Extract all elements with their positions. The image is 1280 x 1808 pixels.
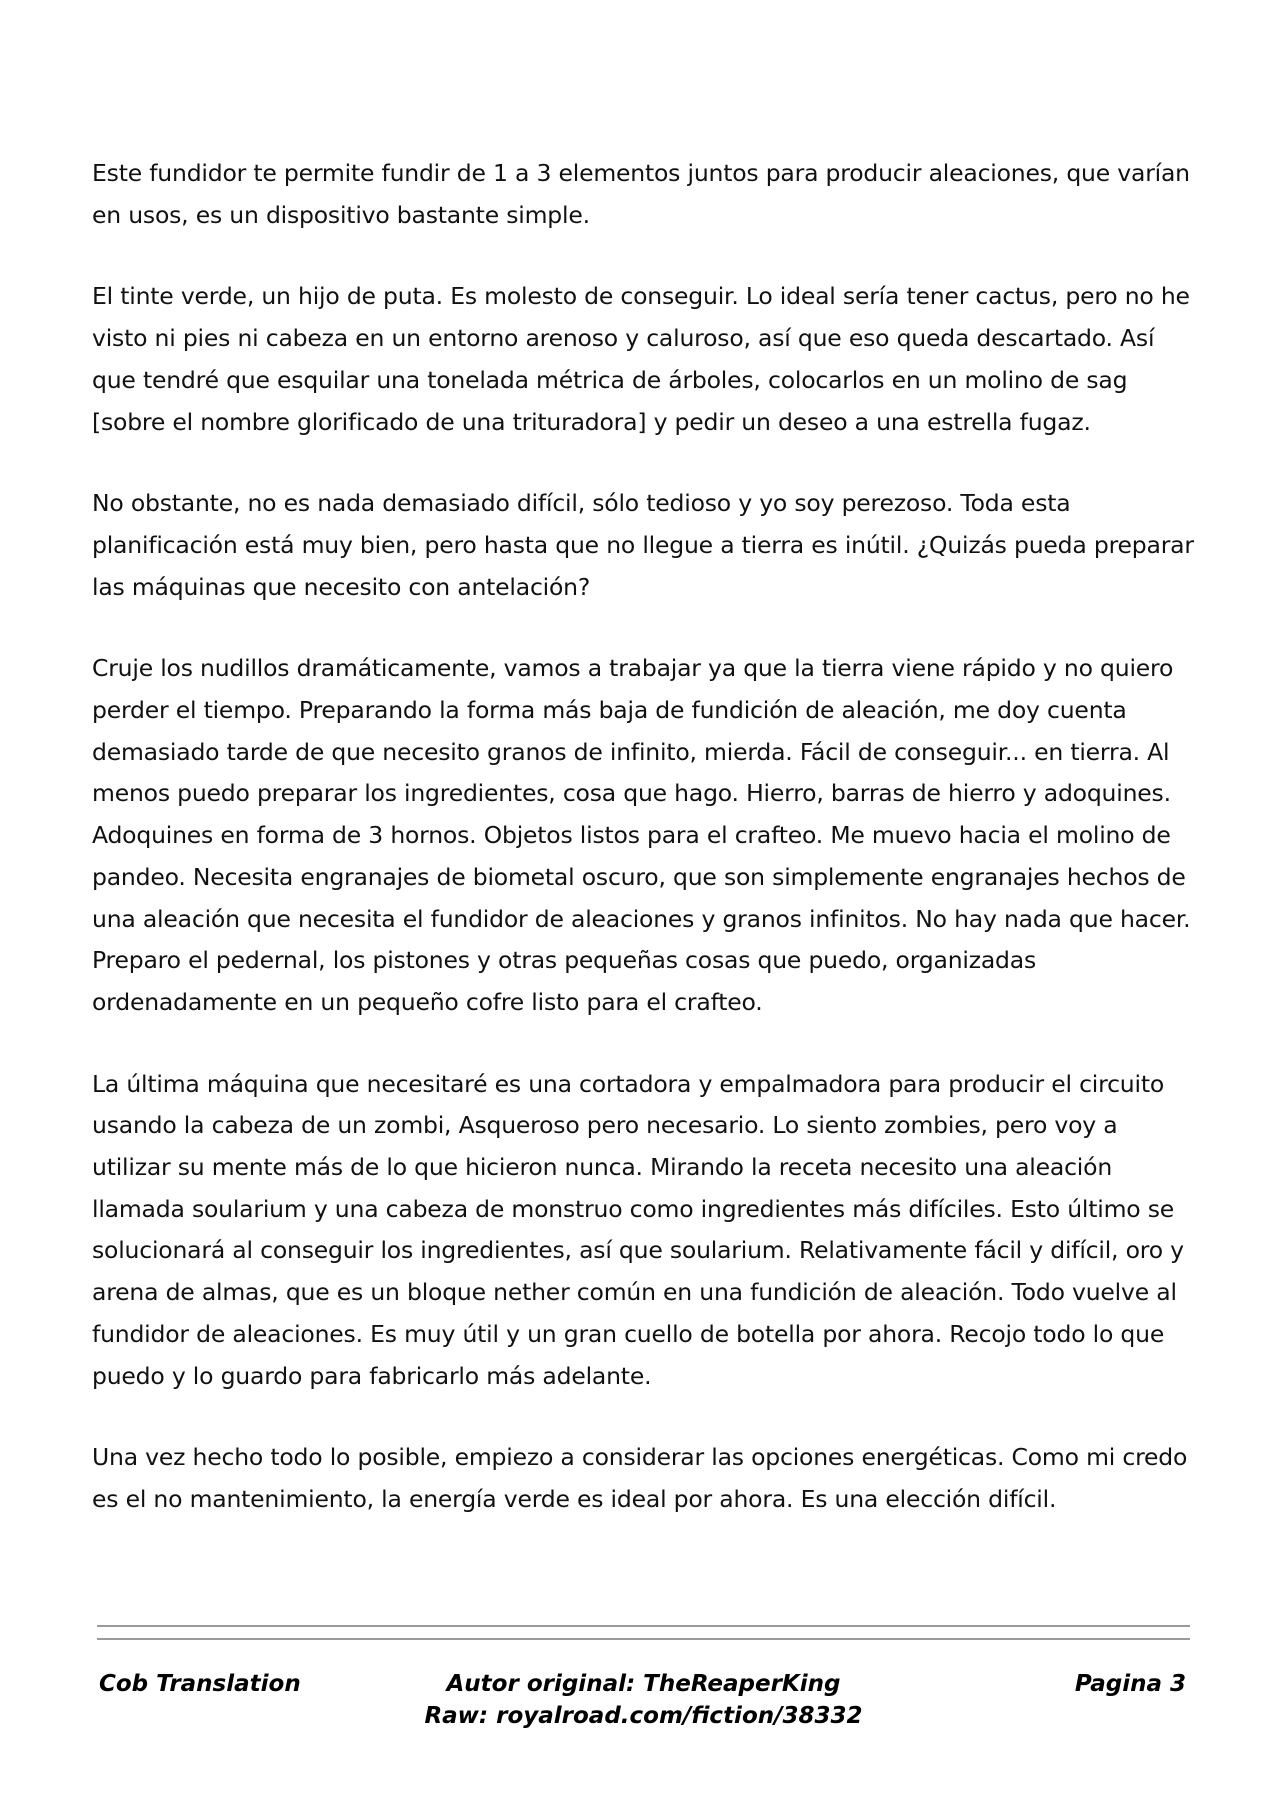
footer-divider-bottom: [97, 1638, 1190, 1640]
paragraph-6: Una vez hecho todo lo posible, empiezo a considerar las opciones energéticas. Como mi credo es el no mantenimiento, la energía verde es ideal por ahora. Es una elección difícil.: [92, 1443, 1188, 1513]
paragraph-2: El tinte verde, un hijo de puta. Es molesto de conseguir. Lo ideal sería tener cactus, pero no he visto ni pies ni cabeza en un entorno arenoso y caluroso, así que eso queda descartado. Así que tendré que esquilar una tonelada métrica de árboles, colocarlos en un molino de sag [sobre el nombre glorificado de una trituradora] y pedir un deseo a una estrella fugaz.: [92, 282, 1190, 436]
document-body: [92, 153, 1202, 1561]
page-footer: [97, 1668, 1190, 1748]
footer-original-author: Autor original: TheReaperKing: [446, 1671, 841, 1697]
footer-divider-top: [97, 1625, 1190, 1627]
footer-page-number: Pagina 3: [1074, 1671, 1186, 1697]
footer-credits: [97, 1668, 1190, 1732]
paragraph-1: Este fundidor te permite fundir de 1 a 3 elementos juntos para producir aleaciones, que varían en usos, es un dispositivo bastante simple.: [92, 159, 1190, 229]
paragraph-3: No obstante, no es nada demasiado difícil, sólo tedioso y yo soy perezoso. Toda esta planificación está muy bien, pero hasta que no llegue a tierra es inútil. ¿Quizás pueda preparar las máquinas que necesito con antelación?: [92, 489, 1194, 601]
paragraph-4: Cruje los nudillos dramáticamente, vamos a trabajar ya que la tierra viene rápido y no quiero perder el tiempo. Preparando la forma más baja de fundición de aleación, me doy cuenta demasiado tarde de que necesito granos de infinito, mierda. Fácil de conseguir... en tierra. Al menos puedo preparar los ingredientes, cosa que hago. Hierro, barras de hierro y adoquines. Adoquines en forma de 3 hornos. Objetos listos para el crafteo. Me muevo hacia el molino de pandeo. Necesita engranajes de biometal oscuro, que son simplemente engranajes hechos de una aleación que necesita el fundidor de aleaciones y granos infinitos. No hay nada que hacer. Preparo el pedernal, los pistones y otras pequeñas cosas que puedo, organizadas ordenadamente en un pequeño cofre listo para el crafteo.: [92, 654, 1191, 1016]
paragraph-5: La última máquina que necesitaré es una cortadora y empalmadora para producir el circuito usando la cabeza de un zombi, Asqueroso pero necesario. Lo siento zombies, pero voy a utilizar su mente más de lo que hicieron nunca. Mirando la receta necesito una aleación llamada soularium y una cabeza de monstruo como ingredientes más difíciles. Esto último se solucionará al conseguir los ingredientes, así que soularium. Relativamente fácil y difícil, oro y arena de almas, que es un bloque nether común en una fundición de aleación. Todo vuelve al fundidor de aleaciones. Es muy útil y un gran cuello de botella por ahora. Recojo todo lo que puedo y lo guardo para fabricarlo más adelante.: [92, 1069, 1184, 1390]
footer-raw-source: Raw: royalroad.com/fiction/38332: [424, 1703, 863, 1729]
footer-translator: Cob Translation: [99, 1671, 301, 1697]
